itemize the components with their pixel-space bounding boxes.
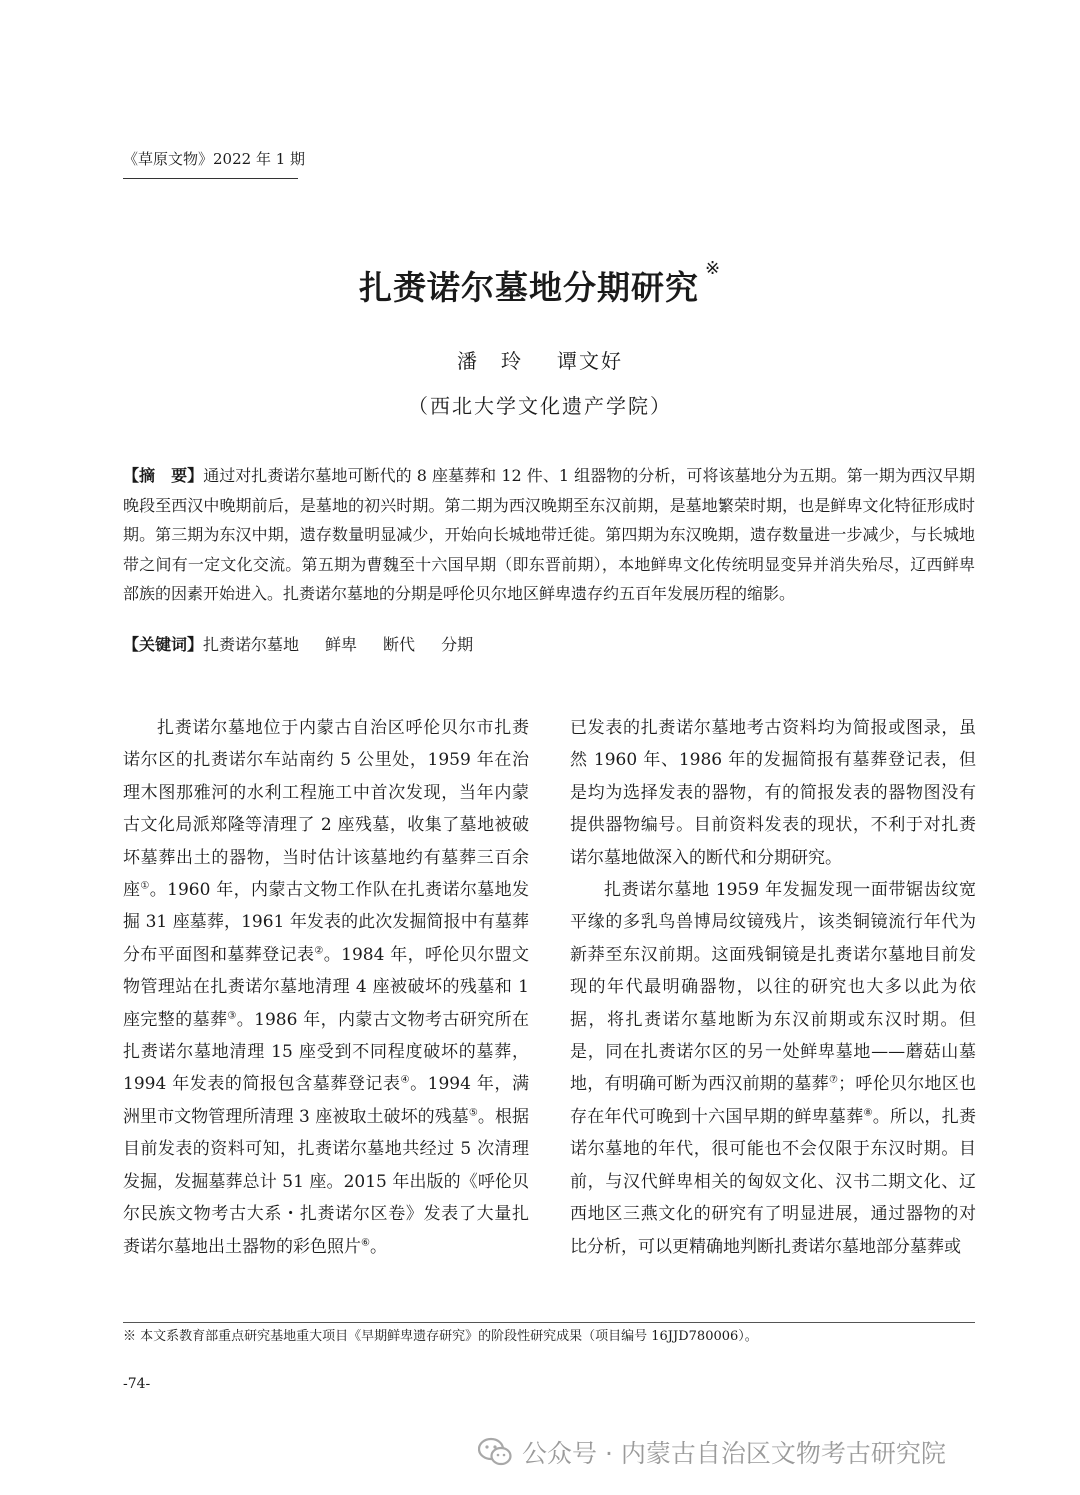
footnote-ref[interactable]: ① (140, 880, 150, 892)
body-column-left (123, 712, 529, 1263)
wechat-icon (478, 1437, 512, 1467)
journal-header: 《草原文物》2022 年 1 期 (123, 148, 298, 179)
footnote-ref[interactable]: ④ (400, 1074, 411, 1086)
title-footnote-mark: ※ (704, 258, 722, 279)
footnote: ※ 本文系教育部重点研究基地重大项目《早期鲜卑遗存研究》的阶段性研究成果（项目编号 16JJD780006）。 (123, 1329, 758, 1344)
footnote-ref[interactable]: ⑤ (468, 1107, 478, 1119)
keywords-label: 【关键词】 (123, 635, 204, 654)
keyword: 断代 (383, 635, 416, 654)
abstract-label: 【摘 要】 (123, 466, 204, 485)
page-number: -74- (123, 1376, 151, 1392)
footnote-ref[interactable]: ③ (227, 1010, 237, 1021)
article-title (0, 258, 1080, 309)
watermark (478, 1434, 946, 1470)
watermark-text: 公众号 · 内蒙古自治区文物考古研究院 (522, 1439, 946, 1468)
title-text: 扎赉诺尔墓地分期研究 (358, 268, 699, 307)
footnote-ref[interactable]: ⑧ (863, 1107, 873, 1119)
keywords (123, 630, 975, 660)
author-2: 谭文好 (557, 349, 623, 373)
footnote-ref[interactable]: ⑥ (361, 1236, 370, 1248)
body-paragraph: 扎赉诺尔墓地位于内蒙古自治区呼伦贝尔市扎赉诺尔区的扎赉诺尔车站南约 5 公里处，1959 年在治理木图那雅河的水利工程施工中首次发现，当年内蒙古文化局派郑隆等清理了 2 座残墓，收集了墓地被破坏墓葬出土的器物，当时估计该墓地约有墓葬三百余座①。1960 年，内蒙古文物工作队在扎赉诺尔墓地发掘 31 座墓葬，1961 年发表的此次发掘简报中有墓葬分布平面图和墓葬登记表②。1984 年，呼伦贝尔盟文物管理站在扎赉诺尔墓地清理 4 座被破坏的残墓和 1 座完整的墓葬③。1986 年，内蒙古文物考古研究所在扎赉诺尔墓地清理 15 座受到不同程度破坏的墓葬，1994 年发表的简报包含墓葬登记表④。1994 年，满洲里市文物管理所清理 3 座被取土破坏的残墓⑤。根据目前发表的资料可知，扎赉诺尔墓地共经过 5 次清理发掘，发掘墓葬总计 51 座。2015 年出版的《呼伦贝尔民族文物考古大系・扎赉诺尔区卷》发表了大量扎赉诺尔墓地出土器物的彩色照片⑥。 (123, 718, 530, 1257)
footnote-ref[interactable]: ② (314, 945, 324, 957)
body-column-right (570, 712, 976, 1263)
keyword: 鲜卑 (325, 635, 358, 654)
footnote-ref[interactable]: ⑦ (828, 1074, 839, 1086)
body-paragraph: 已发表的扎赉诺尔墓地考古资料均为简报或图录，虽然 1960 年、1986 年的发掘简报有墓葬登记表，但是均为选择发表的器物，有的简报发表的器物图没有提供器物编号。目前资料发表的现状，不利于对扎赉诺尔墓地做深入的断代和分期研究。 (570, 718, 976, 868)
keyword: 扎赉诺尔墓地 (203, 635, 300, 654)
abstract-text: 通过对扎赉诺尔墓地可断代的 8 座墓葬和 12 件、1 组器物的分析，可将该墓地分为五期。第一期为西汉早期晚段至西汉中晚期前后，是墓地的初兴时期。第二期为西汉晚期至东汉前期，是墓地繁荣时期，也是鲜卑文化特征形成时期。第三期为东汉中期，遗存数量明显减少，开始向长城地带迁徙。第四期为东汉晚期，遗存数量进一步减少，与长城地带之间有一定文化交流。第五期为曹魏至十六国早期（即东晋前期），本地鲜卑文化传统明显变异并消失殆尽，辽西鲜卑部族的因素开始进入。扎赉诺尔墓地的分期是呼伦贝尔地区鲜卑遗存约五百年发展历程的缩影。 (123, 466, 975, 603)
author-1: 潘 玲 (457, 349, 523, 373)
keyword: 分期 (441, 635, 474, 654)
footnote-divider (123, 1322, 975, 1323)
body-paragraph: 扎赉诺尔墓地 1959 年发掘发现一面带锯齿纹宽平缘的多乳鸟兽博局纹镜残片，该类铜镜流行年代为新莽至东汉前期。这面残铜镜是扎赉诺尔墓地目前发现的年代最明确器物，以往的研究也大多以此为依据，将扎赉诺尔墓地断为东汉前期或东汉时期。但是，同在扎赉诺尔区的另一处鲜卑墓地——蘑菇山墓地，有明确可断为西汉前期的墓葬⑦；呼伦贝尔地区也存在年代可晚到十六国早期的鲜卑墓葬⑧。所以，扎赉诺尔墓地的年代，很可能也不会仅限于东汉时期。目前，与汉代鲜卑相关的匈奴文化、汉书二期文化、辽西地区三燕文化的研究有了明显进展，通过器物的对比分析，可以更精确地判断扎赉诺尔墓地部分墓葬或 (570, 880, 977, 1257)
abstract (123, 461, 975, 609)
authors (0, 345, 1080, 374)
affiliation: （西北大学文化遗产学院） (408, 394, 672, 418)
